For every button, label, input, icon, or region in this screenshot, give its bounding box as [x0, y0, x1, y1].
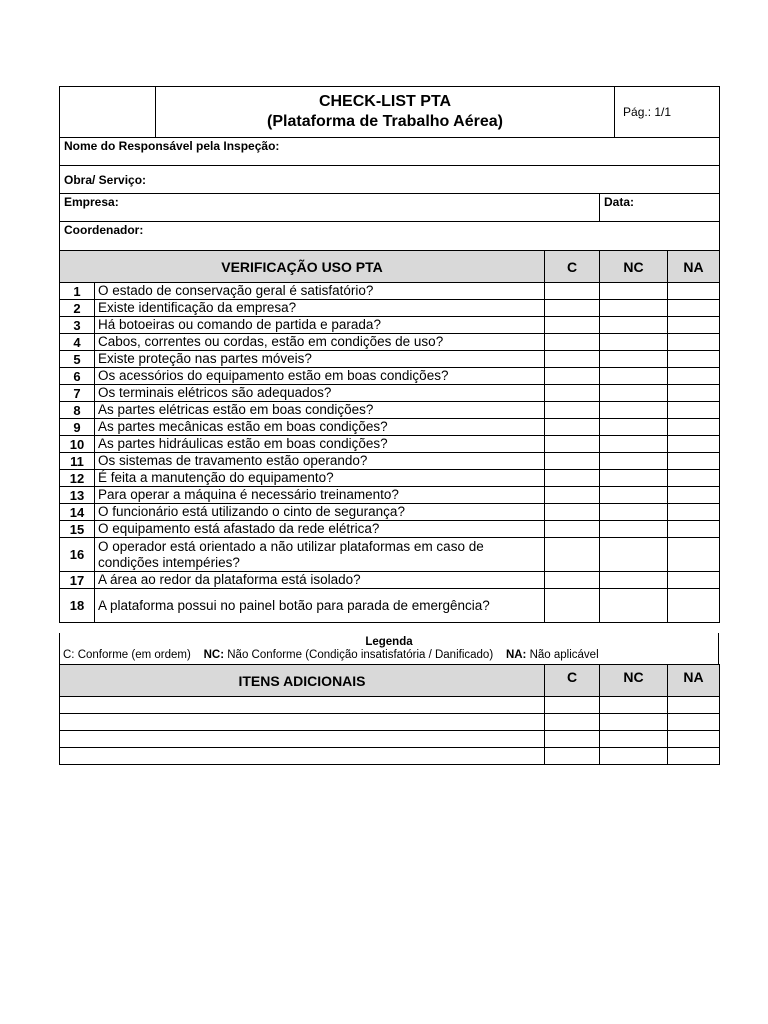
item-check-nc[interactable]	[600, 589, 668, 623]
item-check-c[interactable]	[545, 300, 600, 317]
item-check-c[interactable]	[545, 436, 600, 453]
item-number: 7	[60, 385, 95, 402]
item-question: As partes elétricas estão em boas condições?	[95, 402, 545, 419]
col-header-na: NA	[668, 251, 720, 283]
additional-check-c[interactable]	[545, 697, 600, 714]
item-check-c[interactable]	[545, 317, 600, 334]
additional-row	[60, 697, 720, 714]
table-row	[60, 470, 720, 487]
item-number: 6	[60, 368, 95, 385]
legend-na-label: NA:	[505, 649, 527, 661]
legend-nc-text: Não Conforme (Condição insatisfatória / Danificado)	[227, 649, 494, 661]
verification-heading: VERIFICAÇÃO USO PTA	[60, 251, 545, 283]
additional-item-cell[interactable]	[60, 697, 545, 714]
additional-check-c[interactable]	[545, 714, 600, 731]
item-number: 15	[60, 521, 95, 538]
legend-na-text: Não aplicável	[529, 649, 599, 661]
additional-check-c[interactable]	[545, 748, 600, 765]
table-row	[60, 589, 720, 623]
item-check-nc[interactable]	[600, 504, 668, 521]
item-check-nc[interactable]	[600, 470, 668, 487]
item-number: 11	[60, 453, 95, 470]
add-col-header-c: C	[545, 665, 600, 697]
table-row	[60, 487, 720, 504]
table-row	[60, 334, 720, 351]
item-check-c[interactable]	[545, 504, 600, 521]
item-question: Cabos, correntes ou cordas, estão em condições de uso?	[95, 334, 545, 351]
additional-row	[60, 731, 720, 748]
item-question: Existe proteção nas partes móveis?	[95, 351, 545, 368]
item-number: 18	[60, 589, 95, 623]
additional-item-cell[interactable]	[60, 748, 545, 765]
responsavel-field[interactable]: Nome do Responsável pela Inspeção:	[60, 138, 720, 166]
table-row	[60, 385, 720, 402]
item-check-na[interactable]	[668, 470, 720, 487]
item-check-c[interactable]	[545, 283, 600, 300]
table-row	[60, 419, 720, 436]
empresa-field[interactable]: Empresa:	[60, 194, 600, 222]
col-header-c: C	[545, 251, 600, 283]
item-question: Os sistemas de travamento estão operando?	[95, 453, 545, 470]
additional-check-na[interactable]	[668, 714, 720, 731]
item-check-na[interactable]	[668, 538, 720, 572]
additional-row	[60, 714, 720, 731]
legend-nc-label: NC:	[203, 649, 225, 661]
item-question: As partes mecânicas estão em boas condições?	[95, 419, 545, 436]
additional-item-cell[interactable]	[60, 731, 545, 748]
item-number: 9	[60, 419, 95, 436]
item-check-nc[interactable]	[600, 385, 668, 402]
add-col-header-nc: NC	[600, 665, 668, 697]
item-check-nc[interactable]	[600, 419, 668, 436]
item-check-na[interactable]	[668, 351, 720, 368]
additional-row	[60, 748, 720, 765]
legend-title: Legenda	[365, 636, 413, 648]
legend-c: C: Conforme (em ordem)	[63, 649, 191, 661]
col-header-nc: NC	[600, 251, 668, 283]
item-question: Os terminais elétricos são adequados?	[95, 385, 545, 402]
additional-check-nc[interactable]	[600, 731, 668, 748]
additional-heading: ITENS ADICIONAIS	[60, 665, 545, 697]
table-row	[60, 368, 720, 385]
item-check-c[interactable]	[545, 453, 600, 470]
additional-item-cell[interactable]	[60, 714, 545, 731]
item-check-nc[interactable]	[600, 317, 668, 334]
table-row	[60, 521, 720, 538]
item-number: 14	[60, 504, 95, 521]
item-question: A plataforma possui no painel botão para parada de emergência?	[95, 589, 545, 623]
item-number: 3	[60, 317, 95, 334]
table-row	[60, 283, 720, 300]
item-check-c[interactable]	[545, 419, 600, 436]
item-check-na[interactable]	[668, 368, 720, 385]
item-number: 5	[60, 351, 95, 368]
table-row	[60, 436, 720, 453]
obra-field[interactable]: Obra/ Serviço:	[60, 166, 720, 194]
data-field[interactable]: Data:	[600, 194, 720, 222]
table-row	[60, 351, 720, 368]
item-check-nc[interactable]	[600, 538, 668, 572]
additional-check-nc[interactable]	[600, 697, 668, 714]
item-number: 1	[60, 283, 95, 300]
item-check-nc[interactable]	[600, 521, 668, 538]
item-check-c[interactable]	[545, 572, 600, 589]
additional-check-nc[interactable]	[600, 714, 668, 731]
item-number: 2	[60, 300, 95, 317]
item-check-na[interactable]	[668, 402, 720, 419]
item-check-nc[interactable]	[600, 334, 668, 351]
item-question: Para operar a máquina é necessário treinamento?	[95, 487, 545, 504]
item-check-na[interactable]	[668, 419, 720, 436]
item-check-nc[interactable]	[600, 487, 668, 504]
item-check-nc[interactable]	[600, 453, 668, 470]
item-question: O equipamento está afastado da rede elétrica?	[95, 521, 545, 538]
additional-check-c[interactable]	[545, 731, 600, 748]
table-row	[60, 504, 720, 521]
coordenador-field[interactable]: Coordenador:	[60, 222, 720, 251]
item-check-c[interactable]	[545, 589, 600, 623]
additional-check-na[interactable]	[668, 697, 720, 714]
item-number: 12	[60, 470, 95, 487]
item-check-na[interactable]	[668, 300, 720, 317]
item-check-nc[interactable]	[600, 283, 668, 300]
item-question: As partes hidráulicas estão em boas condições?	[95, 436, 545, 453]
table-row	[60, 572, 720, 589]
additional-check-na[interactable]	[668, 748, 720, 765]
page-number: Pág.: 1/1	[623, 105, 672, 119]
item-check-na[interactable]	[668, 334, 720, 351]
item-question: O operador está orientado a não utilizar plataformas em caso de condições intempéries?	[95, 538, 545, 572]
item-check-c[interactable]	[545, 334, 600, 351]
table-row	[60, 402, 720, 419]
additional-table	[59, 664, 720, 765]
item-question: Os acessórios do equipamento estão em boas condições?	[95, 368, 545, 385]
item-question: O estado de conservação geral é satisfatório?	[95, 283, 545, 300]
item-check-na[interactable]	[668, 436, 720, 453]
item-check-c[interactable]	[545, 538, 600, 572]
title-cell	[156, 87, 615, 138]
item-check-na[interactable]	[668, 453, 720, 470]
table-row	[60, 453, 720, 470]
item-question: É feita a manutenção do equipamento?	[95, 470, 545, 487]
table-row	[60, 317, 720, 334]
legend-line	[60, 649, 718, 662]
item-check-na[interactable]	[668, 589, 720, 623]
item-number: 10	[60, 436, 95, 453]
item-check-nc[interactable]	[600, 300, 668, 317]
header-table	[59, 86, 720, 251]
item-check-na[interactable]	[668, 317, 720, 334]
item-check-c[interactable]	[545, 385, 600, 402]
item-check-na[interactable]	[668, 385, 720, 402]
table-row	[60, 538, 720, 572]
item-check-c[interactable]	[545, 521, 600, 538]
add-col-header-na: NA	[668, 665, 720, 697]
page-number-cell	[615, 87, 720, 138]
item-question: Há botoeiras ou comando de partida e parada?	[95, 317, 545, 334]
item-check-na[interactable]	[668, 504, 720, 521]
additional-check-na[interactable]	[668, 731, 720, 748]
additional-check-nc[interactable]	[600, 748, 668, 765]
item-question: O funcionário está utilizando o cinto de segurança?	[95, 504, 545, 521]
item-check-nc[interactable]	[600, 351, 668, 368]
item-number: 8	[60, 402, 95, 419]
item-question: Existe identificação da empresa?	[95, 300, 545, 317]
item-check-c[interactable]	[545, 470, 600, 487]
item-check-na[interactable]	[668, 283, 720, 300]
item-check-c[interactable]	[545, 368, 600, 385]
item-check-na[interactable]	[668, 487, 720, 504]
item-number: 4	[60, 334, 95, 351]
item-number: 16	[60, 538, 95, 572]
table-row	[60, 300, 720, 317]
item-check-na[interactable]	[668, 521, 720, 538]
page-title: CHECK-LIST PTA	[318, 93, 452, 110]
item-check-nc[interactable]	[600, 436, 668, 453]
item-check-c[interactable]	[545, 351, 600, 368]
item-number: 13	[60, 487, 95, 504]
item-check-c[interactable]	[545, 487, 600, 504]
item-check-nc[interactable]	[600, 402, 668, 419]
legend	[59, 633, 719, 664]
page-subtitle: (Plataforma de Trabalho Aérea)	[267, 113, 503, 130]
item-number: 17	[60, 572, 95, 589]
item-check-c[interactable]	[545, 402, 600, 419]
item-check-nc[interactable]	[600, 368, 668, 385]
item-check-na[interactable]	[668, 572, 720, 589]
logo-cell	[60, 87, 156, 138]
item-check-nc[interactable]	[600, 572, 668, 589]
verification-table	[59, 250, 720, 623]
item-question: A área ao redor da plataforma está isolado?	[95, 572, 545, 589]
